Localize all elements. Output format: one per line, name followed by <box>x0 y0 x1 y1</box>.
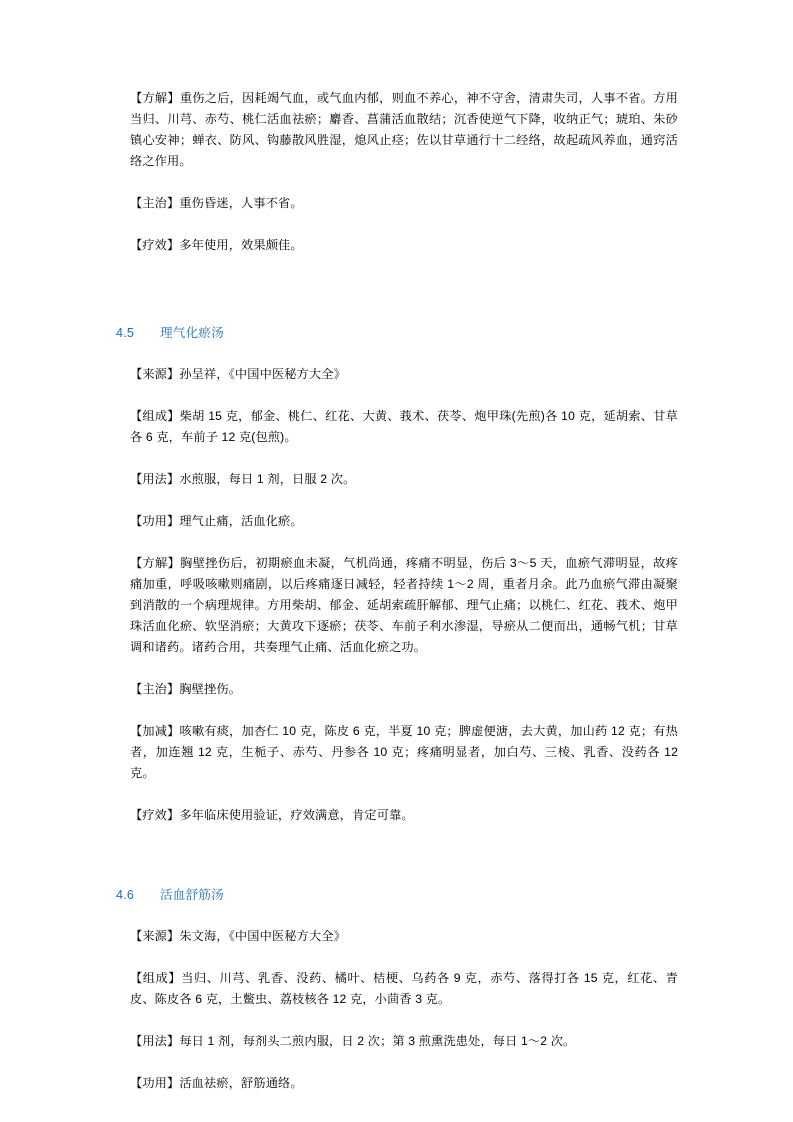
paragraph-yongfa-4-6: 【用法】每日 1 剂，每剂头二煎内服，日 2 次；第 3 煎熏洗患处，每日 1～2 次。 <box>130 1034 576 1048</box>
paragraph-liaoxiao-4-5: 【疗效】多年临床使用验证，疗效满意，肯定可靠。 <box>130 808 414 822</box>
paragraph-gongyong-4-6: 【功用】活血祛瘀，舒筋通络。 <box>130 1076 303 1090</box>
paragraph-liaoxiao-1: 【疗效】多年使用，效果颇佳。 <box>130 238 303 252</box>
paragraph-laiyuan-4-5: 【来源】孙呈祥，《中国中医秘方大全》 <box>130 367 346 381</box>
document-body <box>116 88 678 1094</box>
section-heading-4-5 <box>116 323 678 344</box>
section-heading-4-6 <box>116 885 678 906</box>
paragraph-zucheng-4-6: 【组成】当归、川芎、乳香、没药、橘叶、桔梗、乌药各 9 克，赤芍、落得打各 15 克，红花、青皮、陈皮各 6 克，土鳖虫、荔枝核各 12 克，小茴香 3 克。 <box>130 971 678 1006</box>
section-spacer-2 <box>116 847 678 885</box>
section-number-4-5: 4.5 <box>116 326 135 340</box>
paragraph-fangjie-4-5: 【方解】胸壁挫伤后，初期瘀血未凝，气机尚通，疼痛不明显，伤后 3～5 天，血瘀气滞明显，故疼痛加重，呼吸咳嗽则痛剧，以后疼痛逐日减轻，轻者持续 1～2 周，重者月余。此乃血瘀气滞由凝聚到消散的一个病理规律。方用柴胡、郁金、延胡索疏肝解郁、理气止痛；以桃仁、红花、莪术、炮甲珠活血化瘀、软坚消瘀；大黄攻下逐瘀；茯苓、车前子利水渗湿，导瘀从二便而出，通畅气机；甘草调和诸药。诸药合用，共奏理气止痛、活血化瘀之功。 <box>130 556 678 654</box>
paragraph-fangjie-1: 【方解】重伤之后，因耗竭气血，或气血内郁，则血不养心，神不守舍，清肃失司，人事不省。方用当归、川芎、赤芍、桃仁活血祛瘀；麝香、菖蒲活血散结；沉香使逆气下降，收纳正气；琥珀、朱砂镇心安神；蝉衣、防风、钩藤散风胜湿，熄风止痉；佐以甘草通行十二经络，故起疏风养血，通窍活络之作用。 <box>130 91 678 168</box>
section-number-4-6: 4.6 <box>116 888 135 902</box>
paragraph-yongfa-4-5: 【用法】水煎服，每日 1 剂，日服 2 次。 <box>130 472 356 486</box>
paragraph-zhuzhi-4-5: 【主治】胸壁挫伤。 <box>130 682 242 696</box>
paragraph-zhuzhi-1: 【主治】重伤昏迷，人事不省。 <box>130 196 303 210</box>
paragraph-zucheng-4-5: 【组成】柴胡 15 克，郁金、桃仁、红花、大黄、莪术、茯苓、炮甲珠(先煎)各 10 克，延胡索、甘草各 6 克，车前子 12 克(包煎)。 <box>130 409 678 444</box>
section-spacer-1 <box>116 277 678 323</box>
section-title-4-6: 活血舒筋汤 <box>160 888 224 902</box>
paragraph-laiyuan-4-6: 【来源】朱文海，《中国中医秘方大全》 <box>130 929 346 943</box>
paragraph-gongyong-4-5: 【功用】理气止痛，活血化瘀。 <box>130 514 303 528</box>
section-title-4-5: 理气化瘀汤 <box>160 326 224 340</box>
paragraph-jiajian-4-5: 【加减】咳嗽有痰，加杏仁 10 克，陈皮 6 克，半夏 10 克；脾虚便溏，去大黄，加山药 12 克；有热者，加连翘 12 克，生栀子、赤芍、丹参各 10 克；疼痛明显者，加白芍、三棱、乳香、没药各 12 克。 <box>130 724 678 780</box>
